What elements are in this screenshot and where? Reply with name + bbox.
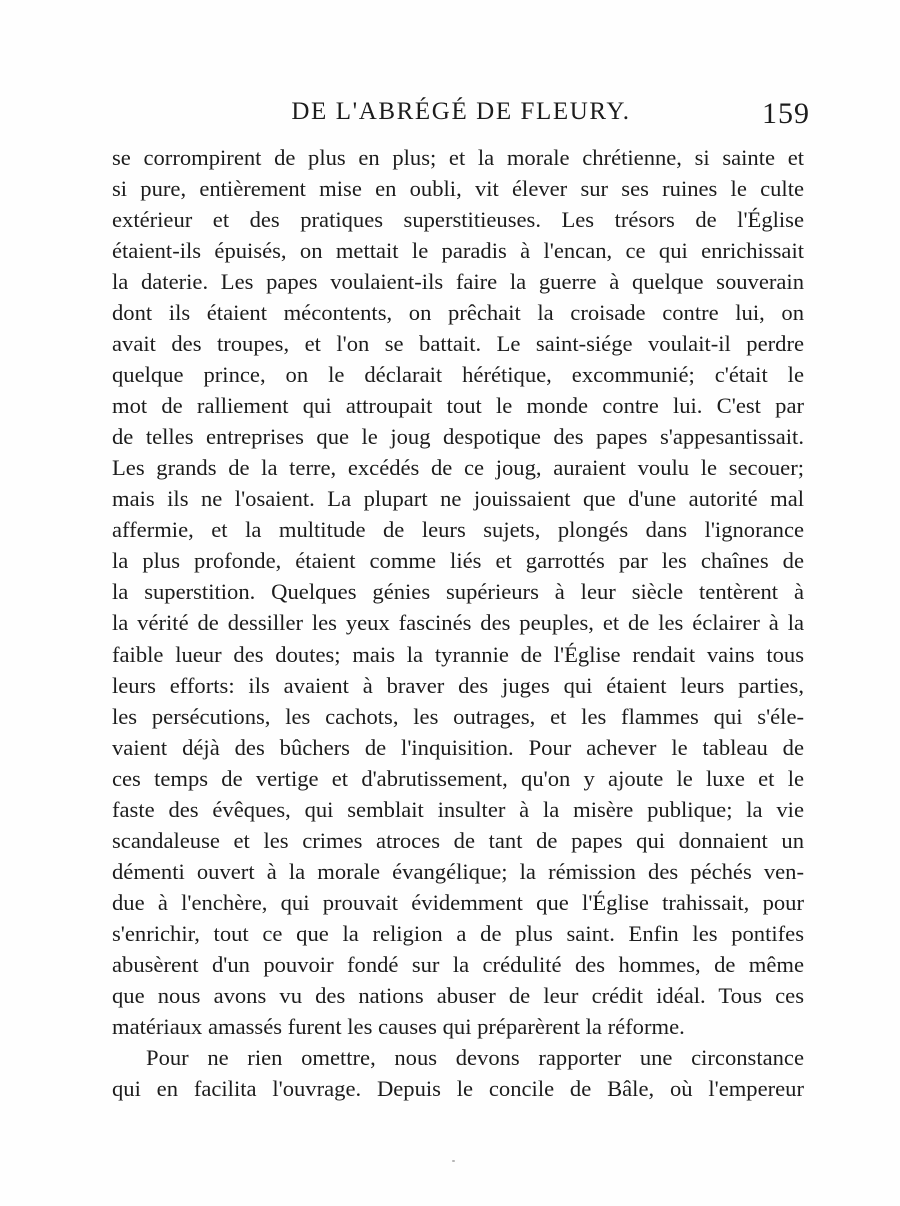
text-line: qui en facilita l'ouvrage. Depuis le concile de Bâle, où l'empereur [112,1075,804,1101]
paragraph-start-line: Pour ne rien omettre, nous devons rapporter une circonstance [146,1044,804,1070]
text-line: abusèrent d'un pouvoir fondé sur la crédulité des hommes, de même [112,951,804,977]
text-line: affermie, et la multitude de leurs sujets, plongés dans l'ignorance [112,517,804,543]
text-line: avait des troupes, et l'on se battait. Le saint-siége voulait-il perdre [112,331,804,357]
text-line: ces temps de vertige et d'abrutissement, qu'on y ajoute le luxe et le [112,765,804,791]
text-line: mais ils ne l'osaient. La plupart ne jouissaient que d'une autorité mal [112,486,804,512]
text-line: la daterie. Les papes voulaient-ils faire la guerre à quelque souverain [112,269,804,295]
text-line: quelque prince, on le déclarait hérétique, excommunié; c'était le [112,362,804,388]
running-title: DE L'ABRÉGÉ DE FLEURY. [291,98,631,125]
body-text [112,142,804,1104]
text-line: que nous avons vu des nations abuser de leur crédit idéal. Tous ces [112,982,804,1008]
text-line: démenti ouvert à la morale évangélique; la rémission des péchés ven- [112,858,804,884]
text-line: si pure, entièrement mise en oubli, vit élever sur ses ruines le culte [112,176,804,202]
text-line: due à l'enchère, qui prouvait évidemment que l'Église trahissait, pour [112,889,804,915]
paragraph-end-line: matériaux amassés furent les causes qui préparèrent la réforme. [112,1013,685,1039]
text-line: s'enrichir, tout ce que la religion a de plus saint. Enfin les pontifes [112,920,804,946]
text-line: les persécutions, les cachots, les outrages, et les flammes qui s'éle- [112,703,804,729]
text-line: la superstition. Quelques génies supérieurs à leur siècle tentèrent à [112,579,804,605]
text-line: mot de ralliement qui attroupait tout le monde contre lui. C'est par [112,393,804,419]
text-line: dont ils étaient mécontents, on prêchait la croisade contre lui, on [112,300,804,326]
page-number: 159 [762,97,810,130]
text-line: extérieur et des pratiques superstitieuses. Les trésors de l'Église [112,207,804,233]
text-line: vaient déjà des bûchers de l'inquisition. Pour achever le tableau de [112,734,804,760]
text-line: la vérité de dessiller les yeux fascinés des peuples, et de les éclairer à la [112,610,804,636]
text-line: faible lueur des doutes; mais la tyrannie de l'Église rendait vains tous [112,641,804,667]
text-line: de telles entreprises que le joug despotique des papes s'appesantissait. [112,424,804,450]
page-speck [452,1160,455,1162]
text-line: la plus profonde, étaient comme liés et garrottés par les chaînes de [112,548,804,574]
text-line: faste des évêques, qui semblait insulter à la misère publique; la vie [112,796,804,822]
text-line: scandaleuse et les crimes atroces de tant de papes qui donnaient un [112,827,804,853]
text-line: étaient-ils épuisés, on mettait le paradis à l'encan, ce qui enrichissait [112,238,804,264]
text-line: se corrompirent de plus en plus; et la morale chrétienne, si sainte et [112,145,804,170]
running-head [112,92,810,132]
text-line: Les grands de la terre, excédés de ce joug, auraient voulu le secouer; [112,455,804,481]
text-line: leurs efforts: ils avaient à braver des juges qui étaient leurs parties, [112,672,804,698]
